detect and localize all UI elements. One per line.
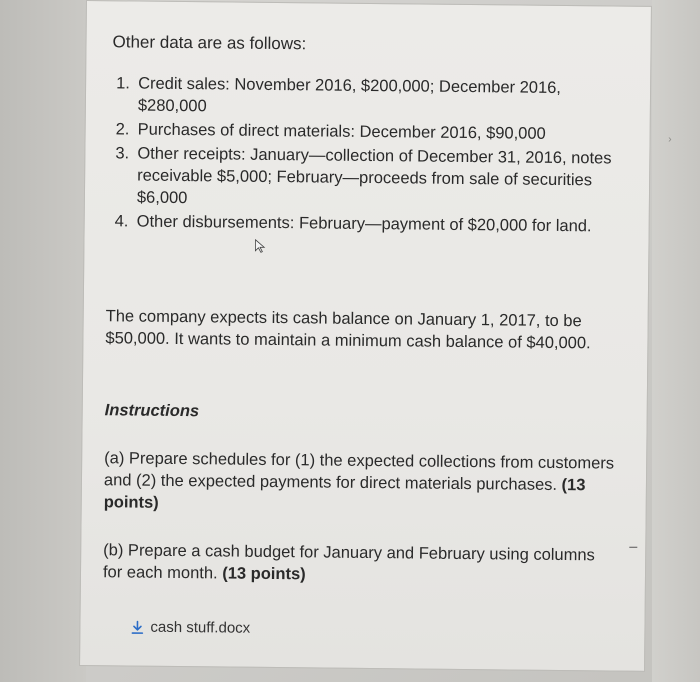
attachment-filename[interactable]: cash stuff.docx: [150, 618, 251, 637]
cash-balance-paragraph: The company expects its cash balance on January 1, 2017, to be $50,000. It wants to maintain a minimum cash balance of $40,000.: [105, 307, 591, 353]
instruction-b-text: (b) Prepare a cash budget for January and February using columns for each month.: [102, 541, 595, 583]
list-item-number: 3.: [115, 144, 130, 163]
photo-background-left: [0, 0, 86, 682]
list-item-text: Purchases of direct materials: December 2016, $90,000: [137, 120, 546, 143]
document-card: [79, 0, 672, 672]
list-item-text: Credit sales: November 2016, $200,000; December 2016, $280,000: [137, 74, 562, 116]
mouse-cursor-icon: [254, 239, 266, 253]
list-item-number: 2.: [115, 120, 130, 139]
edge-mark: ›: [668, 134, 672, 146]
list-item-number: 1.: [116, 74, 130, 93]
list-item-number: 4.: [114, 212, 129, 231]
list-item-text: Other receipts: January—collection of December 31, 2016, notes receivable $5,000; February—proceeds from sale of securities $6,000: [136, 144, 612, 208]
list-item: [115, 210, 615, 237]
photo-background-right: [652, 0, 700, 682]
list-item: [116, 72, 616, 121]
section-heading: Other data are as follows:: [112, 32, 307, 54]
instruction-b-points: (13 points): [222, 564, 306, 584]
instruction-b: [103, 539, 613, 588]
stray-dash-mark: [629, 547, 637, 548]
instruction-a-points: (13 points): [103, 476, 586, 512]
instruction-a: [104, 447, 615, 518]
instruction-a-text: (a) Prepare schedules for (1) the expected collections from customers and (2) the expected payments for direct materials purchases.: [103, 449, 615, 494]
list-item-text: Other disbursements: February—payment of $20,000 for land.: [136, 212, 592, 236]
attachment-link[interactable]: [130, 619, 250, 637]
list-item: [115, 142, 616, 213]
instructions-title: Instructions: [104, 401, 200, 421]
download-icon: [130, 620, 144, 634]
data-list: [115, 72, 617, 239]
list-item: [116, 118, 616, 145]
